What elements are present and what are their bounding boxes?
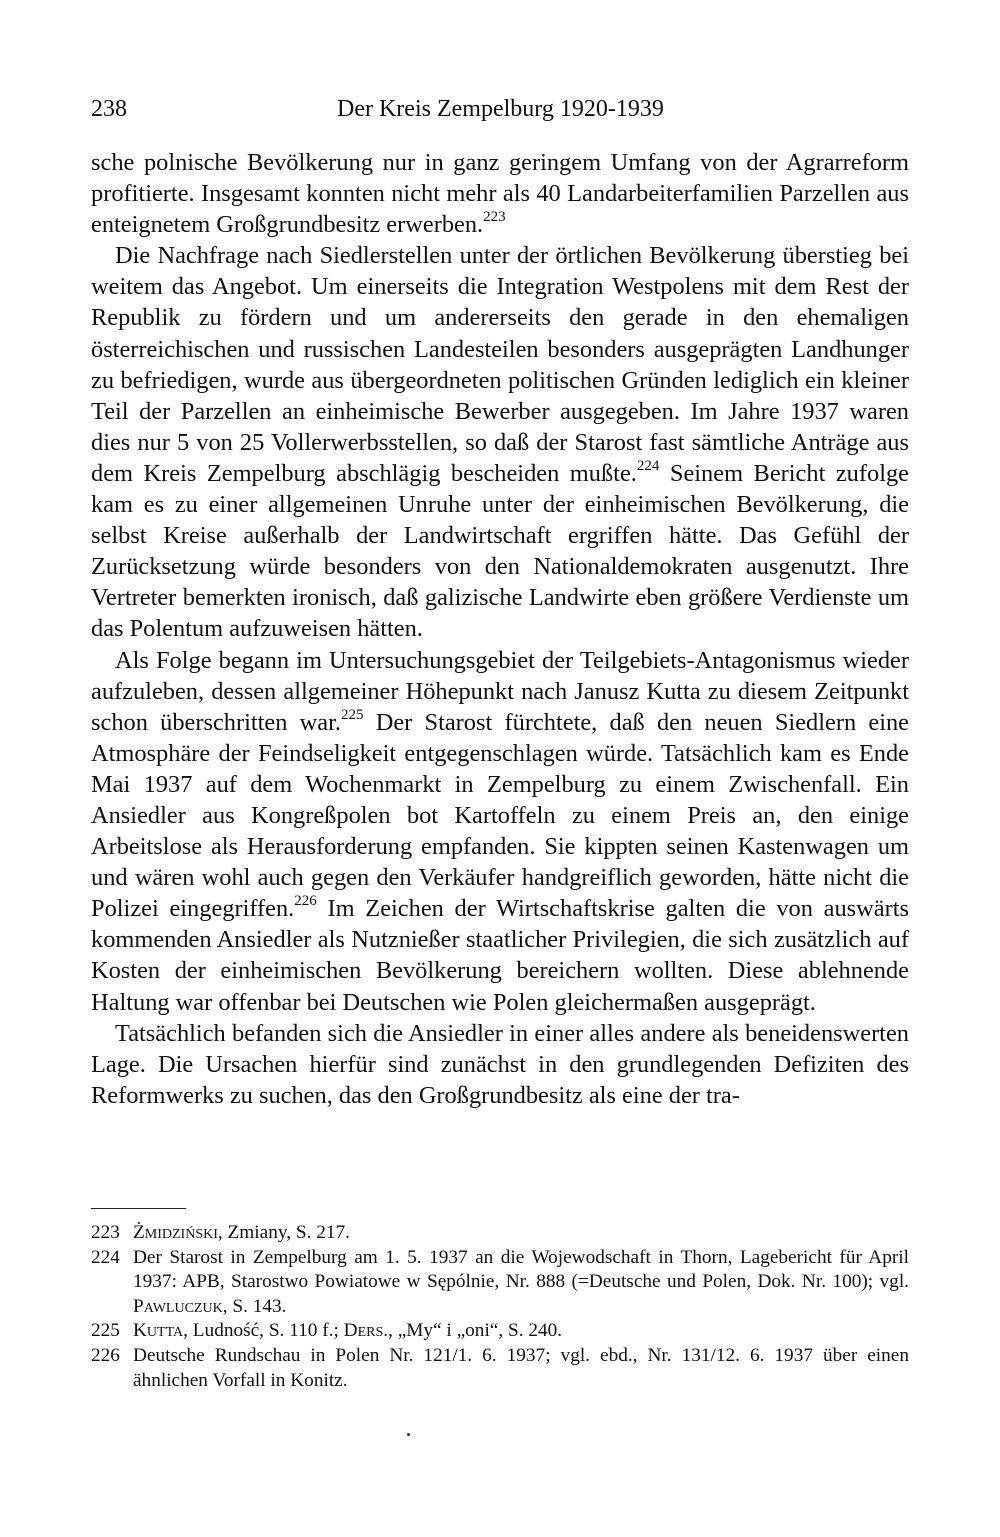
paragraph-text: Die Nachfrage nach Siedlerstellen unter der örtlichen Bevölkerung überstieg bei weitem das Angebot. Um einerseits die Integration Westpolens mit dem Rest der Republik zu fördern und um andererseits den gerade in den ehemaligen österreichischen und russischen Landesteilen besonders ausgeprägten Landhunger zu befriedigen, wurde aus übergeordneten politischen Gründen lediglich ein kleiner Teil der Parzellen an einheimische Bewerber ausgegeben. Im Jahre 1937 waren dies nur 5 von 25 Vollerwerbsstellen, so daß der Starost fast sämtliche Anträge aus dem Kreis Zempelburg abschlägig bescheiden mußte. bbox=[91, 242, 909, 487]
footnote-224 bbox=[91, 1246, 909, 1320]
footnote-text: , Ludność, S. 110 f.; bbox=[183, 1320, 344, 1342]
footnote-text: Der Starost in Zempelburg am 1. 5. 1937 an die Wojewodschaft in Thorn, Lagebericht für April 1937: APB, Starostwo Powiatowe w Sępólnie, Nr. 888 (=Deutsche und Polen, Dok. Nr. 100); vgl. bbox=[133, 1246, 909, 1293]
footnote-ref-225: 225 bbox=[341, 706, 364, 723]
footnotes bbox=[91, 1221, 909, 1393]
footnote-author: Pawluczuk bbox=[133, 1295, 223, 1317]
paragraph-2 bbox=[91, 240, 909, 644]
paragraph-text: Der Starost fürchtete, daß den neuen Siedlern eine Atmosphäre der Feindseligkeit entgegenschlagen würde. Tatsächlich kam es Ende Mai 1937 auf dem Wochenmarkt in Zempelburg zu einem Zwischenfall. Ein Ansiedler aus Kongreßpolen bot Kartoffeln zu einem Preis an, den einige Arbeitslose als Herausforderung empfanden. Sie kippten seinen Kastenwagen um und wären wohl auch gegen den Verkäufer handgreiflich geworden, hätte nicht die Polizei eingegriffen. bbox=[91, 708, 909, 923]
paragraph-1 bbox=[91, 147, 909, 240]
page-number: 238 bbox=[91, 96, 127, 122]
footnote-ref-223: 223 bbox=[483, 209, 506, 226]
running-title: Der Kreis Zempelburg 1920-1939 bbox=[337, 96, 664, 122]
footnote-text: Deutsche Rundschau in Polen Nr. 121/1. 6. 1937; vgl. ebd., Nr. 131/12. 6. 1937 über einen ähnlichen Vorfall in Konitz. bbox=[133, 1344, 909, 1391]
paragraph-text: Als Folge begann im Untersuchungsgebiet der Teilgebiets-Antagonismus wieder aufzuleben, dessen allgemeiner Höhepunkt nach Janusz Kutta zu diesem Zeitpunkt schon überschritten war. bbox=[91, 646, 909, 736]
footnote-author: Kutta bbox=[133, 1320, 184, 1342]
footnote-number: 226 bbox=[91, 1344, 120, 1366]
footnote-author: Ders. bbox=[343, 1320, 389, 1342]
paragraph-3 bbox=[91, 645, 909, 1018]
footnote-text: , S. 143. bbox=[222, 1295, 287, 1317]
speck-mark bbox=[407, 1433, 410, 1436]
footnote-text: , Zmiany, S. 217. bbox=[217, 1222, 350, 1243]
footnote-author: Żmidziński bbox=[133, 1222, 218, 1243]
footnote-divider bbox=[91, 1208, 186, 1209]
paragraph-text: Tatsächlich befanden sich die Ansiedler in einer alles andere als beneidenswerten Lage. Die Ursachen hierfür sind zunächst in den grundlegenden Defiziten des Reformwerks zu suchen, das den Großgrundbesitz als eine der tra- bbox=[91, 1019, 909, 1109]
main-text bbox=[91, 147, 909, 1111]
paragraph-text: Seinem Bericht zufolge kam es zu einer allgemeinen Unruhe unter der einheimischen Bevölkerung, die selbst Kreise außerhalb der Landwirtschaft ergriffen hätte. Das Gefühl der Zurücksetzung würde besonders von den Nationaldemokraten ausgenutzt. Ihre Vertreter bemerkten ironisch, daß galizische Landwirte eben größere Verdienste um das Polentum aufzuweisen hätten. bbox=[91, 459, 909, 643]
footnote-ref-226: 226 bbox=[294, 893, 317, 910]
footnote-number: 224 bbox=[91, 1246, 120, 1268]
paragraph-text: Im Zeichen der Wirtschaftskrise galten die von auswärts kommenden Ansiedler als Nutznießer staatlicher Privilegien, die sich zusätzlich auf Kosten der einheimischen Bevölkerung bereichern wollten. Diese ablehnende Haltung war offenbar bei Deutschen wie Polen gleichermaßen ausgeprägt. bbox=[91, 895, 909, 1016]
footnote-number: 223 bbox=[91, 1222, 120, 1243]
footnote-223 bbox=[91, 1221, 909, 1246]
footnote-ref-224: 224 bbox=[636, 457, 660, 474]
footnote-226 bbox=[91, 1344, 909, 1393]
page-header bbox=[91, 92, 909, 126]
footnote-number: 225 bbox=[91, 1320, 120, 1342]
footnote-text: , „My“ i „oni“, S. 240. bbox=[388, 1320, 563, 1342]
footnote-225 bbox=[91, 1319, 909, 1344]
paragraph-4 bbox=[91, 1018, 909, 1111]
paragraph-text: sche polnische Bevölkerung nur in ganz geringem Umfang von der Agrarreform profitierte. Insgesamt konnten nicht mehr als 40 Landarbeiterfamilien Parzellen aus enteignetem Großgrundbesitz erwerben. bbox=[91, 149, 909, 239]
